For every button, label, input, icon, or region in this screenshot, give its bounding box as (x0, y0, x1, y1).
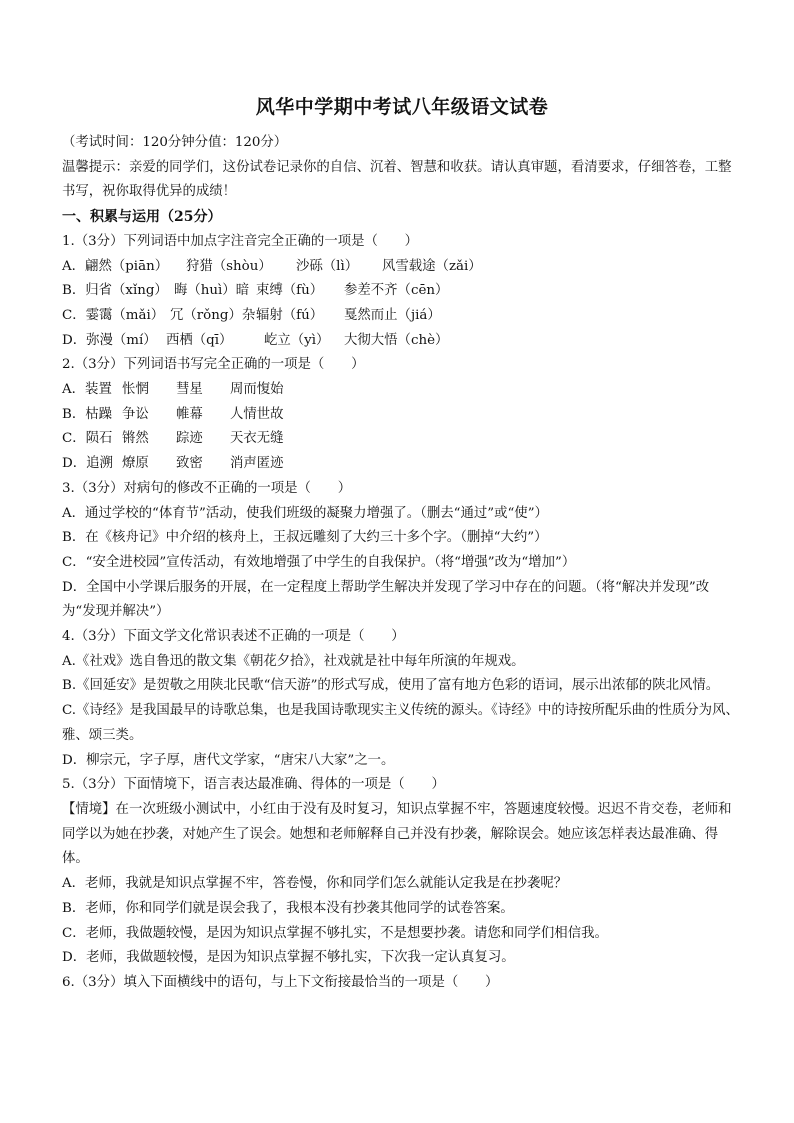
exam-info: （考试时间：120分钟分值：120分） (62, 135, 288, 150)
option-part: 束缚（fù） (256, 283, 324, 299)
option-part: 西栖（qī） (166, 332, 233, 348)
option-part: 锵然 (122, 431, 149, 447)
option-part: 参差不齐（cēn） (344, 283, 449, 299)
q2-option-c (62, 427, 742, 452)
option-part: D．弥漫（mí） (62, 332, 157, 348)
question-2-stem: 2.（3分）下列词语书写完全正确的一项是（ ） (62, 357, 365, 373)
option-part: 狩猎（shòu） (186, 258, 272, 274)
option-part: 戛然而止（jiá） (344, 307, 441, 323)
q3-option-c: C．“安全进校园”宣传活动，有效地增强了中学生的自我保护。（将“增强”改为“增加”） (62, 554, 576, 570)
option-part: B．枯躁 (62, 406, 113, 422)
option-part: C．霎霭（mǎi） (62, 307, 165, 323)
option-part: 踪迹 (176, 431, 203, 447)
option-part: 周而愎始 (230, 382, 284, 398)
option-part: 人情世故 (230, 406, 284, 422)
option-part: 燎原 (122, 456, 149, 472)
q5-option-a: A．老师，我就是知识点掌握不牢，答卷慢，你和同学们怎么就能认定我是在抄袭呢？ (62, 876, 568, 892)
option-part: 大彻大悟（chè） (344, 332, 449, 348)
q5-option-c: C．老师，我做题较慢，是因为知识点掌握不够扎实，不是想要抄袭。请您和同学们相信我。 (62, 925, 608, 941)
q2-option-a (62, 378, 742, 403)
q5-option-b: B．老师，你和同学们就是误会我了，我根本没有抄袭其他同学的试卷答案。 (62, 900, 514, 916)
option-part: 沙砾（lì） (296, 258, 359, 274)
section-heading: 一、积累与运用（25分） (62, 209, 222, 226)
option-part: 争讼 (122, 406, 149, 422)
q2-option-b (62, 403, 742, 428)
option-part: 辐射（fú） (256, 307, 324, 323)
option-part: 消声匿迹 (230, 456, 284, 472)
q4-option-d: D．柳宗元，字子厚，唐代文学家，“唐宋八大家”之一。 (62, 752, 395, 768)
q3-option-d: D．全国中小学课后服务的开展，在一定程度上帮助学生解决并发现了学习中存在的问题。（将“解决并发现”改为“发现并解决”） (62, 579, 710, 620)
option-part: 风雪载途（zǎi） (382, 258, 482, 274)
q4-option-c: C.《诗经》是我国最早的诗歌总集，也是我国诗歌现实主义传统的源头。《诗经》中的诗按所配乐曲的性质分为风、雅、颂三类。 (62, 703, 739, 743)
question-5-stem: 5.（3分）下面情境下，语言表达最准确、得体的一项是（ ） (62, 777, 445, 793)
q1-option-a (62, 255, 742, 280)
q3-option-b: B．在《核舟记》中介绍的核舟上，王叔远雕刻了大约三十多个字。（删掉“大约”） (62, 530, 548, 546)
option-part: 彗星 (176, 382, 203, 398)
option-part: 屹立（yì） (264, 332, 330, 348)
q4-option-a: A.《社戏》选自鲁迅的散文集《朝花夕拾》，社戏就是社中每年所演的年规戏。 (62, 653, 525, 669)
q4-option-b: B.《回延安》是贺敬之用陕北民歌“信天游”的形式写成，使用了富有地方色彩的语词，展示出浓郁的陕北风情。 (62, 678, 720, 694)
option-part: 晦（huì）暗 (174, 283, 250, 299)
q1-option-d (62, 329, 742, 354)
q1-option-b (62, 279, 742, 304)
option-part: 冗（rǒng）杂 (170, 307, 256, 323)
option-part: 怅惘 (122, 382, 149, 398)
option-part: 致密 (176, 456, 203, 472)
question-4-stem: 4.（3分）下面文学文化常识表述不正确的一项是（ ） (62, 629, 405, 645)
tip-text: 温馨提示：亲爱的同学们，这份试卷记录你的自信、沉着、智慧和收获。请认真审题，看清要求，仔细答卷，工整书写，祝你取得优异的成绩！ (62, 159, 732, 200)
q2-option-d (62, 452, 742, 477)
q5-option-d: D．老师，我做题较慢，是因为知识点掌握不够扎实，下次我一定认真复习。 (62, 950, 515, 966)
question-1-stem: 1.（3分）下列词语中加点字注音完全正确的一项是（ ） (62, 233, 419, 249)
option-part: C．陨石 (62, 431, 113, 447)
option-part: A．装置 (62, 382, 112, 398)
q5-scenario: 【情境】在一次班级小测试中，小红由于没有及时复习，知识点掌握不牢，答题速度较慢。迟迟不肯交卷，老师和同学以为她在抄袭，对她产生了误会。她想和老师解释自己并没有抄袭，解除误会。她应该怎样表达最准确、得体。 (62, 801, 732, 867)
exam-page (62, 92, 742, 996)
option-part: 天衣无缝 (230, 431, 284, 447)
option-part: B．归省（xǐng） (62, 283, 168, 299)
exam-title: 风华中学期中考试八年级语文试卷 (255, 96, 549, 118)
q1-option-c (62, 304, 742, 329)
option-part: A．翩然（piān） (62, 258, 169, 274)
option-part: D．追溯 (62, 456, 113, 472)
question-6-stem: 6.（3分）填入下面横线中的语句，与上下文衔接最恰当的一项是（ ） (62, 974, 499, 990)
q3-option-a: A．通过学校的“体育节”活动，使我们班级的凝聚力增强了。（删去“通过”或“使”） (62, 505, 548, 521)
question-3-stem: 3.（3分）对病句的修改不正确的一项是（ ） (62, 480, 352, 496)
option-part: 帷幕 (176, 406, 203, 422)
